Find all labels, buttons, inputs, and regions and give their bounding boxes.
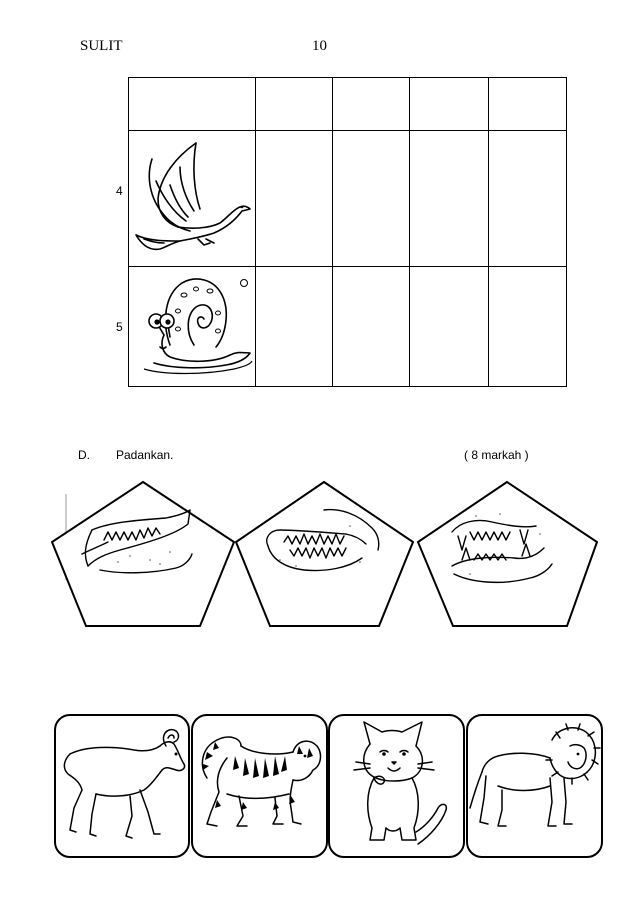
classification-table <box>128 77 567 387</box>
herbivore-teeth-icon <box>52 482 234 626</box>
carnivore-teeth-icon <box>418 482 597 626</box>
lion-icon <box>468 716 601 856</box>
row-label-4: 4 <box>116 184 123 198</box>
cat-icon <box>330 716 463 856</box>
section-marks: ( 8 markah ) <box>464 448 529 462</box>
animal-card-tiger <box>191 714 328 858</box>
header-label: SULIT <box>80 38 123 54</box>
page-number: 10 <box>312 38 327 54</box>
animal-card-goat <box>54 714 190 858</box>
animal-card-cat <box>328 714 465 858</box>
section-letter: D. <box>78 448 90 462</box>
row-label-5: 5 <box>116 320 123 334</box>
omnivore-teeth-icon <box>236 482 413 626</box>
snail-icon <box>134 273 254 381</box>
animal-card-lion <box>466 714 603 858</box>
teeth-pentagons <box>0 470 638 640</box>
goat-icon <box>56 716 188 856</box>
bird-icon <box>134 137 250 261</box>
section-instruction: Padankan. <box>116 448 174 462</box>
tiger-icon <box>193 716 326 856</box>
